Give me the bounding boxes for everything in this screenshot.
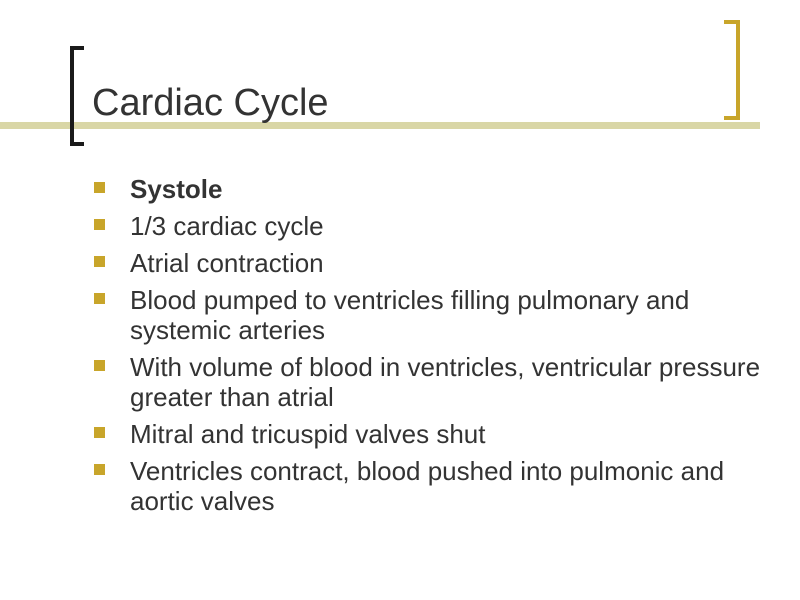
square-bullet-icon — [94, 464, 105, 475]
bullet-text: 1/3 cardiac cycle — [130, 211, 324, 241]
square-bullet-icon — [94, 256, 105, 267]
right-bracket-icon — [724, 20, 740, 120]
bullet-item — [92, 285, 762, 345]
bullet-list — [92, 174, 762, 523]
bullet-text: Systole — [130, 174, 223, 204]
square-bullet-icon — [94, 219, 105, 230]
square-bullet-icon — [94, 293, 105, 304]
bullet-text: With volume of blood in ventricles, ventricular pressure greater than atrial — [130, 352, 761, 412]
bullet-text: Atrial contraction — [130, 248, 324, 278]
left-bracket-icon — [70, 46, 84, 146]
bullet-item — [92, 248, 762, 278]
bullet-text: Ventricles contract, blood pushed into pulmonic and aortic valves — [130, 456, 725, 516]
bullet-item — [92, 174, 762, 204]
bullet-text: Mitral and tricuspid valves shut — [130, 419, 486, 449]
bullet-item — [92, 211, 762, 241]
square-bullet-icon — [94, 182, 105, 193]
slide-title: Cardiac Cycle — [92, 82, 329, 124]
bullet-text: Blood pumped to ventricles filling pulmonary and systemic arteries — [130, 285, 690, 345]
bullet-item — [92, 419, 762, 449]
square-bullet-icon — [94, 427, 105, 438]
bullet-item — [92, 352, 762, 412]
square-bullet-icon — [94, 360, 105, 371]
bullet-item — [92, 456, 762, 516]
